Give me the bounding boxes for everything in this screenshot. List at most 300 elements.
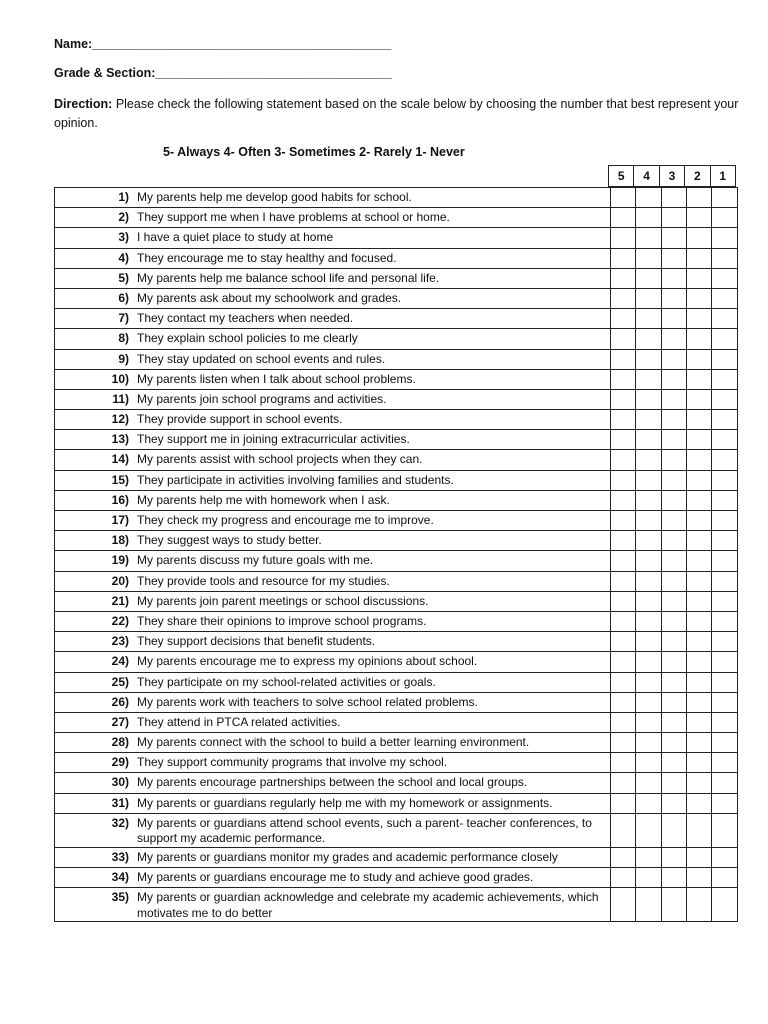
rating-checkbox-2[interactable] <box>687 349 712 369</box>
survey-row <box>55 793 738 813</box>
survey-row <box>55 349 738 369</box>
column-header-1: 1 <box>710 166 735 187</box>
rating-checkbox-4[interactable] <box>636 672 661 692</box>
rating-checkbox-3[interactable] <box>661 228 686 248</box>
rating-checkbox-1[interactable] <box>712 531 738 551</box>
rating-checkbox-2[interactable] <box>687 571 712 591</box>
statement-number: 7) <box>118 311 129 326</box>
rating-checkbox-1[interactable] <box>712 888 738 922</box>
direction-paragraph <box>54 95 744 133</box>
rating-checkbox-1[interactable] <box>712 847 738 867</box>
rating-checkbox-4[interactable] <box>636 470 661 490</box>
survey-row <box>55 410 738 430</box>
rating-checkbox-5[interactable] <box>610 652 635 672</box>
rating-checkbox-3[interactable] <box>661 571 686 591</box>
rating-checkbox-4[interactable] <box>636 389 661 409</box>
rating-checkbox-1[interactable] <box>712 733 738 753</box>
rating-checkbox-2[interactable] <box>687 450 712 470</box>
rating-checkbox-5[interactable] <box>610 389 635 409</box>
rating-checkbox-5[interactable] <box>610 268 635 288</box>
statement-cell <box>55 632 611 652</box>
rating-checkbox-1[interactable] <box>712 490 738 510</box>
rating-checkbox-2[interactable] <box>687 692 712 712</box>
rating-checkbox-3[interactable] <box>661 511 686 531</box>
statement-cell <box>55 868 611 888</box>
statement-text: They stay updated on school events and rules. <box>137 351 386 366</box>
survey-row <box>55 652 738 672</box>
rating-checkbox-4[interactable] <box>636 490 661 510</box>
rating-checkbox-2[interactable] <box>687 652 712 672</box>
rating-checkbox-5[interactable] <box>610 868 635 888</box>
rating-checkbox-5[interactable] <box>610 450 635 470</box>
rating-checkbox-2[interactable] <box>687 672 712 692</box>
survey-row <box>55 389 738 409</box>
rating-checkbox-2[interactable] <box>687 632 712 652</box>
survey-row <box>55 208 738 228</box>
statement-text: They share their opinions to improve school programs. <box>137 613 427 628</box>
rating-scale-legend: 5- Always 4- Often 3- Sometimes 2- Rarely 1- Never <box>163 145 465 159</box>
survey-row <box>55 531 738 551</box>
statement-number: 22) <box>111 613 129 628</box>
rating-checkbox-1[interactable] <box>712 228 738 248</box>
rating-checkbox-3[interactable] <box>661 470 686 490</box>
rating-checkbox-2[interactable] <box>687 288 712 308</box>
statement-number: 32) <box>111 815 129 830</box>
rating-checkbox-4[interactable] <box>636 410 661 430</box>
statement-number: 26) <box>111 694 129 709</box>
statement-cell <box>55 652 611 672</box>
rating-checkbox-3[interactable] <box>661 329 686 349</box>
rating-checkbox-5[interactable] <box>610 571 635 591</box>
rating-checkbox-5[interactable] <box>610 228 635 248</box>
rating-checkbox-1[interactable] <box>712 692 738 712</box>
rating-checkbox-5[interactable] <box>610 410 635 430</box>
rating-checkbox-4[interactable] <box>636 309 661 329</box>
rating-checkbox-1[interactable] <box>712 611 738 631</box>
survey-row <box>55 712 738 732</box>
rating-checkbox-1[interactable] <box>712 868 738 888</box>
rating-checkbox-1[interactable] <box>712 389 738 409</box>
rating-checkbox-2[interactable] <box>687 410 712 430</box>
statement-cell <box>55 813 611 847</box>
statement-cell <box>55 369 611 389</box>
rating-checkbox-3[interactable] <box>661 733 686 753</box>
statement-text: My parents encourage partnerships between the school and local groups. <box>137 775 528 790</box>
rating-checkbox-5[interactable] <box>610 591 635 611</box>
rating-checkbox-2[interactable] <box>687 490 712 510</box>
rating-checkbox-4[interactable] <box>636 733 661 753</box>
statement-cell <box>55 410 611 430</box>
rating-checkbox-5[interactable] <box>610 692 635 712</box>
rating-checkbox-1[interactable] <box>712 753 738 773</box>
rating-checkbox-2[interactable] <box>687 611 712 631</box>
rating-checkbox-5[interactable] <box>610 470 635 490</box>
statement-number: 30) <box>111 775 129 790</box>
statement-cell <box>55 611 611 631</box>
rating-checkbox-4[interactable] <box>636 632 661 652</box>
statement-text: My parents ask about my schoolwork and grades. <box>137 290 402 305</box>
rating-checkbox-4[interactable] <box>636 288 661 308</box>
rating-checkbox-2[interactable] <box>687 389 712 409</box>
rating-checkbox-5[interactable] <box>610 733 635 753</box>
rating-checkbox-1[interactable] <box>712 208 738 228</box>
rating-checkbox-4[interactable] <box>636 652 661 672</box>
statement-text: They provide tools and resource for my studies. <box>137 573 390 588</box>
rating-checkbox-2[interactable] <box>687 369 712 389</box>
statement-cell <box>55 672 611 692</box>
column-header-5: 5 <box>609 166 634 187</box>
rating-checkbox-5[interactable] <box>610 888 635 922</box>
rating-checkbox-1[interactable] <box>712 652 738 672</box>
rating-checkbox-1[interactable] <box>712 268 738 288</box>
rating-checkbox-3[interactable] <box>661 490 686 510</box>
survey-row <box>55 268 738 288</box>
rating-checkbox-2[interactable] <box>687 888 712 922</box>
rating-checkbox-1[interactable] <box>712 632 738 652</box>
rating-checkbox-3[interactable] <box>661 888 686 922</box>
rating-checkbox-2[interactable] <box>687 531 712 551</box>
statement-cell <box>55 450 611 470</box>
rating-checkbox-2[interactable] <box>687 591 712 611</box>
statement-text: They support decisions that benefit students. <box>137 634 376 649</box>
statement-cell <box>55 773 611 793</box>
rating-checkbox-3[interactable] <box>661 692 686 712</box>
statement-number: 6) <box>118 290 129 305</box>
rating-checkbox-3[interactable] <box>661 248 686 268</box>
name-field-label: Name:___________________________________________ <box>54 37 392 51</box>
rating-checkbox-3[interactable] <box>661 430 686 450</box>
rating-checkbox-2[interactable] <box>687 309 712 329</box>
rating-checkbox-5[interactable] <box>610 632 635 652</box>
statement-number: 3) <box>118 230 129 245</box>
rating-checkbox-3[interactable] <box>661 531 686 551</box>
survey-row <box>55 288 738 308</box>
survey-row <box>55 369 738 389</box>
statement-text: They contact my teachers when needed. <box>137 311 354 326</box>
survey-table <box>54 187 738 922</box>
statement-cell <box>55 712 611 732</box>
survey-row <box>55 490 738 510</box>
rating-checkbox-5[interactable] <box>610 847 635 867</box>
statement-number: 25) <box>111 674 129 689</box>
rating-checkbox-1[interactable] <box>712 349 738 369</box>
statement-text: My parents assist with school projects when they can. <box>137 452 423 467</box>
rating-checkbox-2[interactable] <box>687 470 712 490</box>
rating-checkbox-2[interactable] <box>687 430 712 450</box>
rating-checkbox-1[interactable] <box>712 793 738 813</box>
statement-cell <box>55 268 611 288</box>
rating-checkbox-5[interactable] <box>610 753 635 773</box>
statement-text: My parents discuss my future goals with me. <box>137 553 374 568</box>
rating-checkbox-4[interactable] <box>636 430 661 450</box>
survey-row <box>55 591 738 611</box>
statement-text: My parents connect with the school to build a better learning environment. <box>137 735 530 750</box>
rating-checkbox-1[interactable] <box>712 309 738 329</box>
rating-checkbox-2[interactable] <box>687 793 712 813</box>
rating-checkbox-5[interactable] <box>610 248 635 268</box>
rating-checkbox-2[interactable] <box>687 773 712 793</box>
rating-checkbox-3[interactable] <box>661 389 686 409</box>
statement-text: My parents work with teachers to solve school related problems. <box>137 694 478 709</box>
rating-checkbox-5[interactable] <box>610 672 635 692</box>
statement-number: 16) <box>111 492 129 507</box>
rating-checkbox-4[interactable] <box>636 712 661 732</box>
survey-row <box>55 551 738 571</box>
rating-checkbox-4[interactable] <box>636 753 661 773</box>
rating-checkbox-3[interactable] <box>661 450 686 470</box>
statement-text: My parents or guardians encourage me to study and achieve good grades. <box>137 870 534 884</box>
statement-number: 10) <box>111 371 129 386</box>
rating-checkbox-4[interactable] <box>636 369 661 389</box>
rating-checkbox-4[interactable] <box>636 847 661 867</box>
rating-checkbox-5[interactable] <box>610 773 635 793</box>
column-header-2: 2 <box>685 166 710 187</box>
rating-checkbox-4[interactable] <box>636 228 661 248</box>
statement-text: My parents join school programs and activities. <box>137 391 387 406</box>
rating-checkbox-5[interactable] <box>610 511 635 531</box>
rating-checkbox-4[interactable] <box>636 591 661 611</box>
rating-checkbox-1[interactable] <box>712 470 738 490</box>
rating-checkbox-2[interactable] <box>687 511 712 531</box>
rating-checkbox-2[interactable] <box>687 733 712 753</box>
statement-text: My parents encourage me to express my opinions about school. <box>137 654 478 669</box>
statement-number: 5) <box>118 270 129 285</box>
column-header-4: 4 <box>634 166 659 187</box>
survey-row <box>55 632 738 652</box>
statement-cell <box>55 430 611 450</box>
statement-number: 12) <box>111 412 129 427</box>
statement-number: 21) <box>111 593 129 608</box>
rating-checkbox-3[interactable] <box>661 793 686 813</box>
rating-checkbox-3[interactable] <box>661 349 686 369</box>
rating-checkbox-2[interactable] <box>687 753 712 773</box>
rating-checkbox-5[interactable] <box>610 369 635 389</box>
survey-row <box>55 692 738 712</box>
statement-text: My parents listen when I talk about school problems. <box>137 371 416 386</box>
rating-checkbox-1[interactable] <box>712 450 738 470</box>
rating-checkbox-4[interactable] <box>636 188 661 208</box>
statement-number: 33) <box>111 849 129 864</box>
statement-number: 19) <box>111 553 129 568</box>
rating-checkbox-5[interactable] <box>610 188 635 208</box>
rating-checkbox-5[interactable] <box>610 288 635 308</box>
statement-text: My parents or guardians monitor my grades and academic performance closely <box>137 849 558 864</box>
rating-checkbox-3[interactable] <box>661 847 686 867</box>
rating-checkbox-4[interactable] <box>636 571 661 591</box>
statement-number: 15) <box>111 472 129 487</box>
statement-text: They participate on my school-related activities or goals. <box>137 674 436 689</box>
direction-text: Please check the following statement based on the scale below by choosing the number that best represent your opinion. <box>54 97 739 130</box>
rating-checkbox-3[interactable] <box>661 672 686 692</box>
survey-row <box>55 813 738 847</box>
rating-checkbox-3[interactable] <box>661 712 686 732</box>
rating-checkbox-4[interactable] <box>636 268 661 288</box>
rating-checkbox-5[interactable] <box>610 490 635 510</box>
statement-text: My parents or guardian acknowledge and celebrate my academic achievements, which motivates me to do better <box>137 890 599 920</box>
rating-checkbox-5[interactable] <box>610 430 635 450</box>
statement-number: 24) <box>111 654 129 669</box>
rating-checkbox-1[interactable] <box>712 369 738 389</box>
statement-cell <box>55 591 611 611</box>
statement-text: They support community programs that involve my school. <box>137 755 448 770</box>
rating-checkbox-4[interactable] <box>636 329 661 349</box>
rating-checkbox-5[interactable] <box>610 349 635 369</box>
survey-row <box>55 188 738 208</box>
statement-cell <box>55 490 611 510</box>
statement-text: They explain school policies to me clearly <box>137 331 358 346</box>
statement-number: 35) <box>111 890 129 905</box>
rating-checkbox-5[interactable] <box>610 551 635 571</box>
survey-row <box>55 430 738 450</box>
statement-number: 34) <box>111 870 129 884</box>
rating-checkbox-4[interactable] <box>636 793 661 813</box>
survey-row <box>55 470 738 490</box>
rating-checkbox-1[interactable] <box>712 288 738 308</box>
survey-row <box>55 733 738 753</box>
rating-checkbox-3[interactable] <box>661 813 686 847</box>
rating-checkbox-5[interactable] <box>610 329 635 349</box>
rating-checkbox-5[interactable] <box>610 813 635 847</box>
statement-number: 17) <box>111 513 129 527</box>
statement-number: 29) <box>111 755 129 770</box>
survey-row <box>55 309 738 329</box>
rating-checkbox-4[interactable] <box>636 531 661 551</box>
rating-checkbox-1[interactable] <box>712 672 738 692</box>
rating-checkbox-1[interactable] <box>712 188 738 208</box>
rating-checkbox-2[interactable] <box>687 551 712 571</box>
statement-cell <box>55 288 611 308</box>
rating-checkbox-3[interactable] <box>661 208 686 228</box>
rating-checkbox-1[interactable] <box>712 410 738 430</box>
rating-checkbox-4[interactable] <box>636 248 661 268</box>
statement-text: My parents join parent meetings or school discussions. <box>137 593 429 608</box>
survey-row <box>55 868 738 888</box>
statement-number: 8) <box>118 331 129 346</box>
statement-number: 2) <box>118 210 129 225</box>
rating-checkbox-5[interactable] <box>610 793 635 813</box>
statement-cell <box>55 470 611 490</box>
rating-checkbox-3[interactable] <box>661 753 686 773</box>
rating-checkbox-3[interactable] <box>661 868 686 888</box>
rating-checkbox-1[interactable] <box>712 329 738 349</box>
rating-checkbox-3[interactable] <box>661 773 686 793</box>
rating-checkbox-4[interactable] <box>636 551 661 571</box>
rating-checkbox-5[interactable] <box>610 712 635 732</box>
rating-checkbox-3[interactable] <box>661 632 686 652</box>
rating-checkbox-2[interactable] <box>687 208 712 228</box>
statement-number: 20) <box>111 573 129 588</box>
survey-row <box>55 571 738 591</box>
rating-checkbox-1[interactable] <box>712 248 738 268</box>
rating-checkbox-4[interactable] <box>636 868 661 888</box>
rating-checkbox-1[interactable] <box>712 430 738 450</box>
grade-section-field-label: Grade & Section:__________________________________ <box>54 66 392 80</box>
rating-checkbox-4[interactable] <box>636 813 661 847</box>
statement-text: My parents help me with homework when I ask. <box>137 492 390 507</box>
statement-text: They participate in activities involving families and students. <box>137 472 454 487</box>
rating-checkbox-3[interactable] <box>661 591 686 611</box>
survey-row <box>55 773 738 793</box>
rating-checkbox-2[interactable] <box>687 847 712 867</box>
rating-checkbox-1[interactable] <box>712 551 738 571</box>
statement-cell <box>55 228 611 248</box>
rating-checkbox-4[interactable] <box>636 511 661 531</box>
rating-checkbox-5[interactable] <box>610 611 635 631</box>
statement-text: My parents help me develop good habits for school. <box>137 190 412 204</box>
statement-number: 13) <box>111 432 129 447</box>
survey-row <box>55 511 738 531</box>
rating-checkbox-1[interactable] <box>712 712 738 732</box>
rating-checkbox-4[interactable] <box>636 888 661 922</box>
rating-checkbox-4[interactable] <box>636 611 661 631</box>
rating-checkbox-1[interactable] <box>712 813 738 847</box>
rating-checkbox-1[interactable] <box>712 591 738 611</box>
rating-checkbox-1[interactable] <box>712 511 738 531</box>
statement-number: 28) <box>111 735 129 750</box>
rating-checkbox-1[interactable] <box>712 571 738 591</box>
rating-checkbox-5[interactable] <box>610 309 635 329</box>
rating-checkbox-3[interactable] <box>661 309 686 329</box>
rating-checkbox-3[interactable] <box>661 268 686 288</box>
rating-checkbox-3[interactable] <box>661 188 686 208</box>
statement-text: My parents or guardians regularly help me with my homework or assignments. <box>137 795 553 810</box>
rating-checkbox-3[interactable] <box>661 652 686 672</box>
statement-cell <box>55 329 611 349</box>
statement-cell <box>55 208 611 228</box>
statement-number: 18) <box>111 533 129 548</box>
rating-checkbox-1[interactable] <box>712 773 738 793</box>
rating-checkbox-2[interactable] <box>687 329 712 349</box>
rating-checkbox-2[interactable] <box>687 868 712 888</box>
rating-checkbox-2[interactable] <box>687 228 712 248</box>
rating-checkbox-2[interactable] <box>687 268 712 288</box>
statement-cell <box>55 753 611 773</box>
rating-checkbox-4[interactable] <box>636 773 661 793</box>
rating-checkbox-2[interactable] <box>687 712 712 732</box>
statement-text: They encourage me to stay healthy and focused. <box>137 250 397 265</box>
statement-cell <box>55 888 611 922</box>
rating-checkbox-3[interactable] <box>661 410 686 430</box>
rating-checkbox-2[interactable] <box>687 813 712 847</box>
rating-checkbox-4[interactable] <box>636 349 661 369</box>
rating-column-header <box>608 165 736 187</box>
rating-checkbox-3[interactable] <box>661 288 686 308</box>
statement-cell <box>55 188 611 208</box>
rating-checkbox-3[interactable] <box>661 369 686 389</box>
rating-checkbox-2[interactable] <box>687 188 712 208</box>
statement-text: They suggest ways to study better. <box>137 533 322 548</box>
rating-checkbox-5[interactable] <box>610 208 635 228</box>
rating-checkbox-4[interactable] <box>636 692 661 712</box>
rating-checkbox-4[interactable] <box>636 208 661 228</box>
statement-number: 11) <box>112 391 129 406</box>
statement-text: I have a quiet place to study at home <box>137 230 334 245</box>
survey-row <box>55 888 738 922</box>
rating-checkbox-2[interactable] <box>687 248 712 268</box>
statement-number: 9) <box>118 351 129 366</box>
direction-label: Direction: <box>54 97 113 111</box>
statement-cell <box>55 692 611 712</box>
statement-cell <box>55 571 611 591</box>
rating-checkbox-3[interactable] <box>661 551 686 571</box>
survey-row <box>55 611 738 631</box>
statement-number: 4) <box>118 250 129 265</box>
survey-row <box>55 450 738 470</box>
rating-checkbox-5[interactable] <box>610 531 635 551</box>
rating-checkbox-4[interactable] <box>636 450 661 470</box>
statement-number: 27) <box>111 714 129 729</box>
rating-checkbox-3[interactable] <box>661 611 686 631</box>
